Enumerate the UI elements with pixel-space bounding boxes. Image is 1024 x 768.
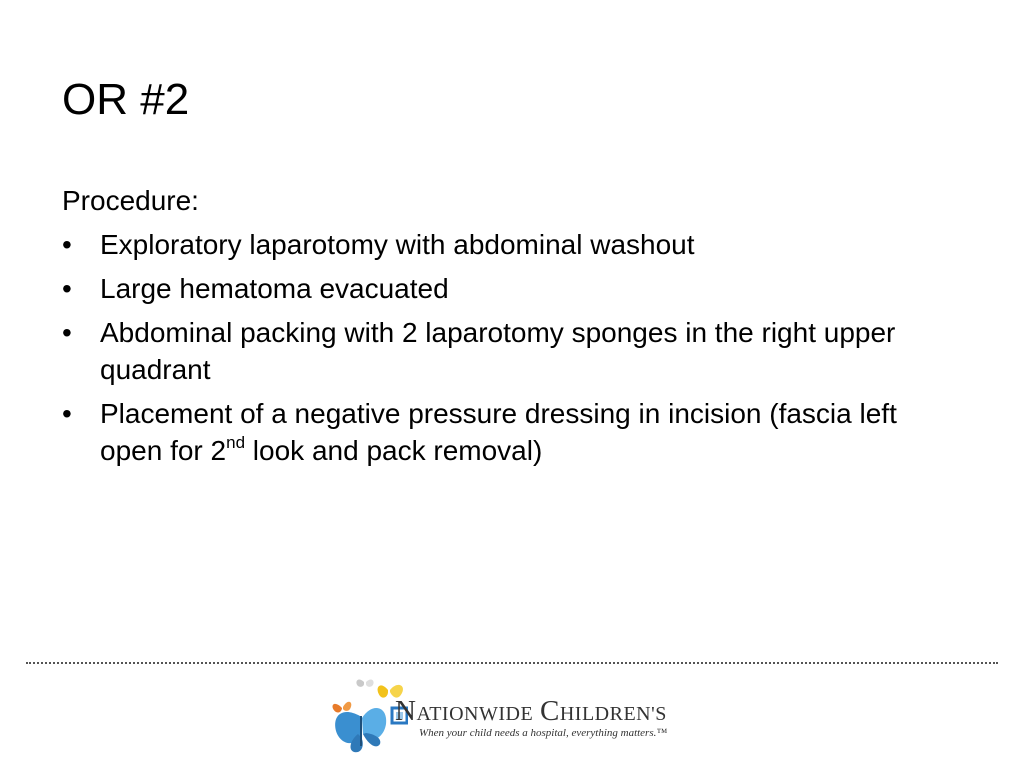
text-before-superscript: Placement of a negative pressure dressing in incision (fascia left open for 2 (100, 398, 897, 466)
logo-tagline: When your child needs a hospital, everything matters.™ (419, 727, 668, 739)
text-after-superscript: look and pack removal) (245, 435, 543, 466)
list-item (62, 395, 962, 469)
footer-divider (26, 662, 998, 664)
list-item (62, 226, 962, 263)
procedure-list (62, 226, 962, 469)
logo-wordmark: NATIONWIDE CHILDREN'S (395, 695, 667, 727)
list-item-text: Exploratory laparotomy with abdominal washout (100, 229, 695, 260)
ordinal-superscript: nd (226, 433, 246, 452)
bullet-icon: • (62, 229, 72, 260)
slide-content (62, 182, 962, 476)
list-item (62, 314, 962, 388)
list-item-text: Abdominal packing with 2 laparotomy sponges in the right upper quadrant (100, 317, 896, 385)
list-item-text: Large hematoma evacuated (100, 273, 449, 304)
bullet-icon: • (62, 317, 72, 348)
bullet-icon: • (62, 398, 72, 429)
list-item (62, 270, 962, 307)
hospital-logo (330, 676, 710, 756)
list-item-text (100, 398, 897, 466)
slide-title: OR #2 (62, 75, 190, 124)
bullet-icon: • (62, 273, 72, 304)
procedure-label: Procedure: (62, 185, 199, 216)
